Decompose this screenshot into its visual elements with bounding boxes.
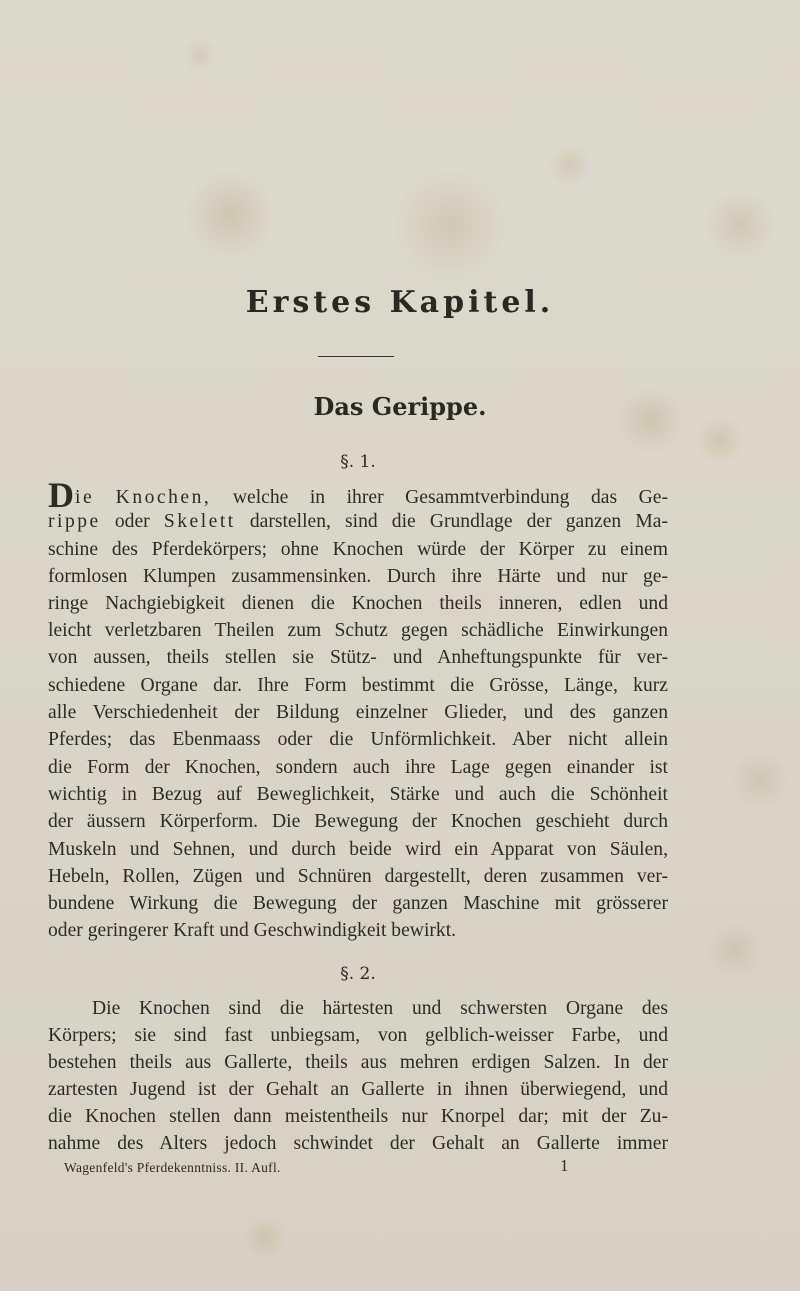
- text-line: bestehen theils aus Gallerte, theils aus mehren erdigen Salzen. In der: [48, 1052, 668, 1073]
- text-line: oder geringerer Kraft und Geschwindigkeit bewirkt.: [48, 920, 457, 941]
- line-text: darstellen, sind die Grundlage der ganzen Ma-: [249, 511, 668, 532]
- signature-number: 1: [560, 1156, 569, 1175]
- text-line: wichtig in Bezug auf Beweglichkeit, Stärke und auch die Schönheit: [48, 784, 668, 805]
- line-text: oder: [114, 511, 150, 532]
- drop-cap: D: [48, 475, 74, 515]
- spaced-word: ie: [75, 487, 95, 508]
- text-line: alle Verschiedenheit der Bildung einzelner Glieder, und des ganzen: [48, 702, 668, 723]
- text-line: Die Knochen sind die härtesten und schwersten Organe des: [92, 998, 668, 1019]
- chapter-title: Erstes Kapitel.: [245, 285, 555, 320]
- text-line: ringe Nachgiebigkeit dienen die Knochen theils inneren, edlen und: [48, 593, 668, 614]
- printer-signature: Wagenfeld's Pferdekenntniss. II. Aufl.: [64, 1160, 281, 1175]
- text-line: Körpers; sie sind fast unbiegsam, von gelblich-weisser Farbe, und: [48, 1025, 668, 1046]
- section-title: Das Gerippe.: [313, 392, 487, 421]
- text-line: Hebeln, Rollen, Zügen und Schnüren dargestellt, deren zusammen ver-: [48, 866, 668, 887]
- text-line: zartesten Jugend ist der Gehalt an Gallerte in ihnen überwiegend, und: [48, 1079, 668, 1100]
- spaced-word: rippe: [48, 511, 101, 532]
- text-line: der äussern Körperform. Die Bewegung der Knochen geschieht durch: [48, 811, 668, 832]
- text-line: schiedene Organe dar. Ihre Form bestimmt die Grösse, Länge, kurz: [48, 675, 668, 696]
- spaced-word: Skelett: [163, 511, 236, 532]
- text-line: schine des Pferdekörpers; ohne Knochen würde der Körper zu einem: [48, 539, 668, 560]
- text-line: die Knochen stellen dann meistentheils nur Knorpel dar; mit der Zu-: [48, 1106, 668, 1127]
- text-line: [48, 509, 668, 535]
- title-divider: [318, 356, 394, 357]
- paragraph-mark-2: §. 2.: [340, 964, 376, 984]
- text-line: formlosen Klumpen zusammensinken. Durch ihre Härte und nur ge-: [48, 566, 668, 587]
- text-line: [48, 475, 668, 515]
- text-line: von aussen, theils stellen sie Stütz- und Anheftungspunkte für ver-: [48, 647, 668, 668]
- line-text: welche in ihrer Gesammtverbindung das Ge-: [232, 487, 668, 508]
- paragraph-mark-1: §. 1.: [340, 452, 376, 472]
- text-line: nahme des Alters jedoch schwindet der Gehalt an Gallerte immer: [48, 1133, 668, 1154]
- text-line: Pferdes; das Ebenmaass oder die Unförmlichkeit. Aber nicht allein: [48, 729, 668, 750]
- text-line: Muskeln und Sehnen, und durch beide wird ein Apparat von Säulen,: [48, 839, 668, 860]
- text-line: die Form der Knochen, sondern auch ihre Lage gegen einander ist: [48, 757, 668, 778]
- text-line: leicht verletzbaren Theilen zum Schutz gegen schädliche Einwirkungen: [48, 620, 668, 641]
- spaced-word: Knochen,: [115, 487, 212, 508]
- text-line: bundene Wirkung die Bewegung der ganzen Maschine mit grösserer: [48, 893, 668, 914]
